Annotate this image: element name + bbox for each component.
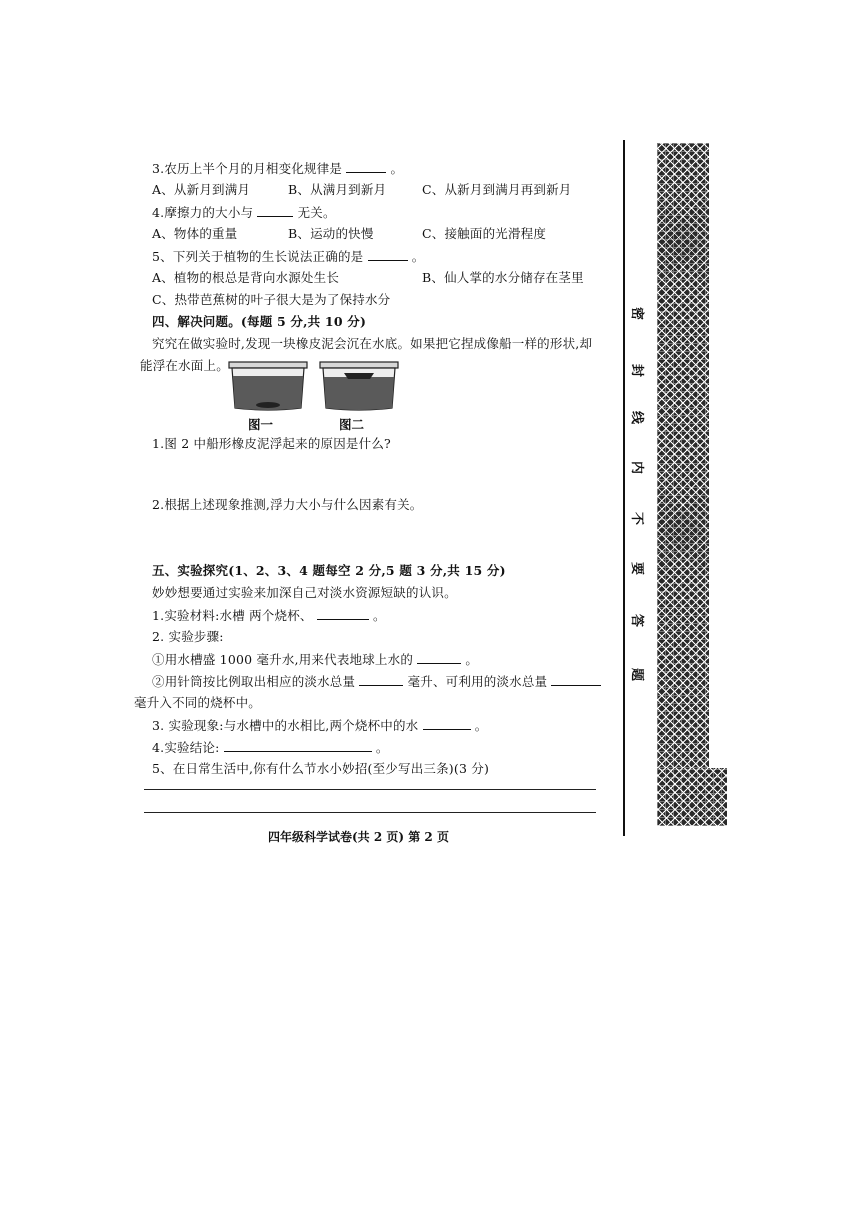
section5-step1: ①用水槽盛 1000 毫升水,用来代表地球上水的 。 bbox=[152, 652, 479, 667]
security-pattern-band bbox=[657, 143, 709, 768]
seal-char-8: 题 bbox=[629, 667, 645, 682]
security-pattern-band-foot bbox=[657, 768, 727, 826]
seal-char-4: 内 bbox=[629, 460, 645, 475]
q5-option-a: A、植物的根总是背向水源处生长 bbox=[152, 270, 340, 285]
q4-option-a: A、物体的重量 bbox=[152, 226, 238, 241]
q4-answer-blank[interactable] bbox=[257, 204, 293, 217]
q3-option-c: C、从新月到满月再到新月 bbox=[422, 182, 572, 197]
section5-heading: 五、实验探究(1、2、3、4 题每空 2 分,5 题 3 分,共 15 分) bbox=[152, 563, 506, 578]
q5-answer-blank[interactable] bbox=[368, 248, 408, 261]
figure1-caption: 图一 bbox=[248, 417, 274, 432]
section4-intro-line2: 能浮在水面上。 bbox=[140, 358, 229, 373]
seal-char-6: 要 bbox=[629, 561, 645, 576]
usable-freshwater-blank[interactable] bbox=[551, 673, 601, 686]
freshwater-total-blank[interactable] bbox=[359, 673, 403, 686]
section5-item3: 3. 实验现象:与水槽中的水相比,两个烧杯中的水 。 bbox=[152, 718, 488, 733]
answer-line-1[interactable] bbox=[144, 789, 596, 790]
q3-stem: 3.农历上半个月的月相变化规律是 。 bbox=[152, 161, 404, 176]
section5-item4: 4.实验结论: 。 bbox=[152, 740, 389, 755]
q5-option-b: B、仙人掌的水分储存在茎里 bbox=[422, 270, 584, 285]
figure2-caption: 图二 bbox=[339, 417, 365, 432]
q4-stem: 4.摩擦力的大小与 无关。 bbox=[152, 205, 336, 220]
section4-question1: 1.图 2 中船形橡皮泥浮起来的原因是什么? bbox=[152, 436, 391, 451]
materials-blank[interactable] bbox=[317, 607, 369, 620]
section5-item1: 1.实验材料:水槽 两个烧杯、 。 bbox=[152, 608, 386, 623]
section5-item5: 5、在日常生活中,你有什么节水小妙招(至少写出三条)(3 分) bbox=[152, 761, 490, 776]
step1-blank[interactable] bbox=[417, 651, 461, 664]
figure2-floating-clay-boat bbox=[318, 360, 400, 412]
q4-option-b: B、运动的快慢 bbox=[288, 226, 374, 241]
seal-char-5: 不 bbox=[629, 511, 645, 526]
conclusion-blank[interactable] bbox=[224, 739, 372, 752]
section4-heading: 四、解决问题。(每题 5 分,共 10 分) bbox=[152, 314, 367, 329]
section4-intro-line1: 究究在做实验时,发现一块橡皮泥会沉在水底。如果把它捏成像船一样的形状,却 bbox=[152, 336, 593, 351]
section5-intro: 妙妙想要通过实验来加深自己对淡水资源短缺的认识。 bbox=[152, 585, 457, 600]
section5-step2: ②用针筒按比例取出相应的淡水总量 毫升、可利用的淡水总量 bbox=[152, 673, 601, 690]
observation-blank[interactable] bbox=[423, 717, 471, 730]
q4-option-c: C、接触面的光滑程度 bbox=[422, 226, 547, 241]
seal-char-7: 答 bbox=[629, 613, 645, 628]
seal-line-border bbox=[623, 140, 625, 836]
q5-stem: 5、下列关于植物的生长说法正确的是 。 bbox=[152, 249, 425, 264]
q3-answer-blank[interactable] bbox=[346, 160, 386, 173]
q3-option-a: A、从新月到满月 bbox=[152, 182, 251, 197]
seal-char-2: 封 bbox=[629, 363, 645, 378]
q5-option-c: C、热带芭蕉树的叶子很大是为了保持水分 bbox=[152, 292, 391, 307]
section5-step2-continued: 毫升入不同的烧杯中。 bbox=[134, 695, 262, 710]
section4-question2: 2.根据上述现象推测,浮力大小与什么因素有关。 bbox=[152, 497, 423, 512]
section5-item2: 2. 实验步骤: bbox=[152, 629, 224, 644]
seal-char-1: 密 bbox=[629, 306, 645, 321]
page-footer: 四年级科学试卷(共 2 页) 第 2 页 bbox=[268, 830, 449, 844]
answer-line-2[interactable] bbox=[144, 812, 596, 813]
figure1-sinking-clay bbox=[227, 360, 309, 412]
q3-option-b: B、从满月到新月 bbox=[288, 182, 387, 197]
seal-char-3: 线 bbox=[629, 410, 645, 425]
